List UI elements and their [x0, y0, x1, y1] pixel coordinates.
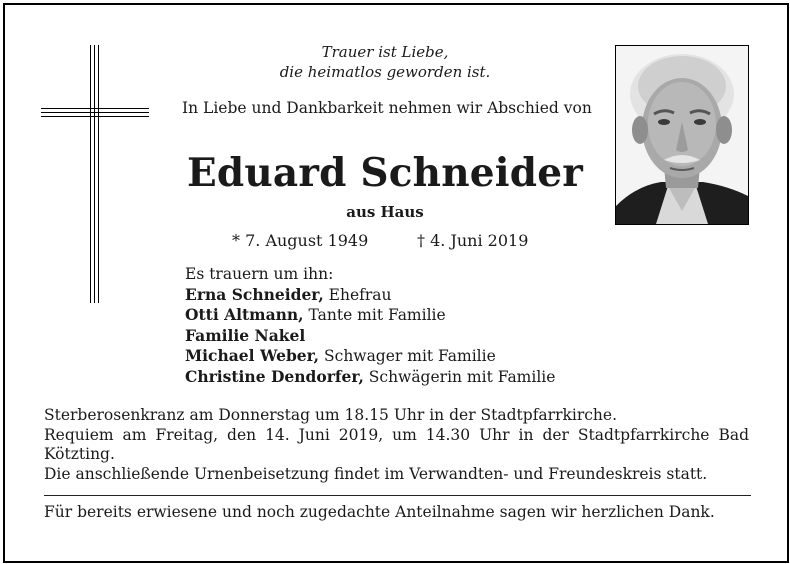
mourner-name: Michael Weber,: [185, 346, 320, 365]
mourners-block: [185, 265, 605, 387]
mourner-name: Christine Dendorfer,: [185, 366, 364, 386]
mourners-heading: Es trauern um ihn:: [185, 265, 334, 283]
mourner-relation: Tante mit Familie: [303, 306, 446, 324]
mourner-relation: Schwager mit Familie: [319, 347, 496, 365]
mourner-name: Familie Nakel: [185, 325, 306, 345]
mourner-name: Erna Schneider,: [185, 284, 324, 304]
thanks-text: Für bereits erwiesene und noch zugedachte Anteilnahme sagen wir herzlichen Dank.: [44, 503, 715, 521]
deceased-name: Eduard Schneider: [186, 150, 584, 196]
rosary-note: Sterberosenkranz am Donnerstag um 18.15 Uhr in der Stadtpfarrkirche.: [44, 406, 618, 424]
death-date: † 4. Juni 2019: [417, 231, 529, 250]
mourner-relation: Ehefrau: [323, 285, 392, 304]
mourner-row: [185, 367, 605, 388]
intro-text: In Liebe und Dankbarkeit nehmen wir Abschied von: [182, 99, 592, 117]
cross-icon: [41, 45, 149, 305]
mourner-row: [185, 305, 605, 326]
burial-note: Die anschließende Urnenbeisetzung findet im Verwandten- und Freundeskreis statt.: [44, 464, 708, 483]
motto-line-1: Trauer ist Liebe,: [321, 43, 449, 61]
motto-line-2: die heimatlos geworden ist.: [279, 63, 491, 81]
mourner-row: [185, 326, 605, 347]
service-notes: [44, 406, 749, 484]
portrait-image: [616, 46, 748, 224]
mourner-relation: Schwägerin mit Familie: [363, 367, 556, 386]
obituary-card: [3, 3, 789, 563]
mourner-row: [185, 285, 605, 306]
mourner-name: Otti Altmann,: [185, 305, 304, 324]
requiem-note: Requiem am Freitag, den 14. Juni 2019, um 14.30 Uhr in der Stadtpfarrkirche Bad Kötzting.: [44, 425, 749, 463]
deceased-origin: aus Haus: [346, 203, 424, 221]
motto: [185, 42, 585, 82]
divider: [44, 495, 751, 496]
portrait-photo: [615, 45, 749, 225]
birth-date: * 7. August 1949: [232, 231, 369, 250]
mourner-row: [185, 346, 605, 367]
